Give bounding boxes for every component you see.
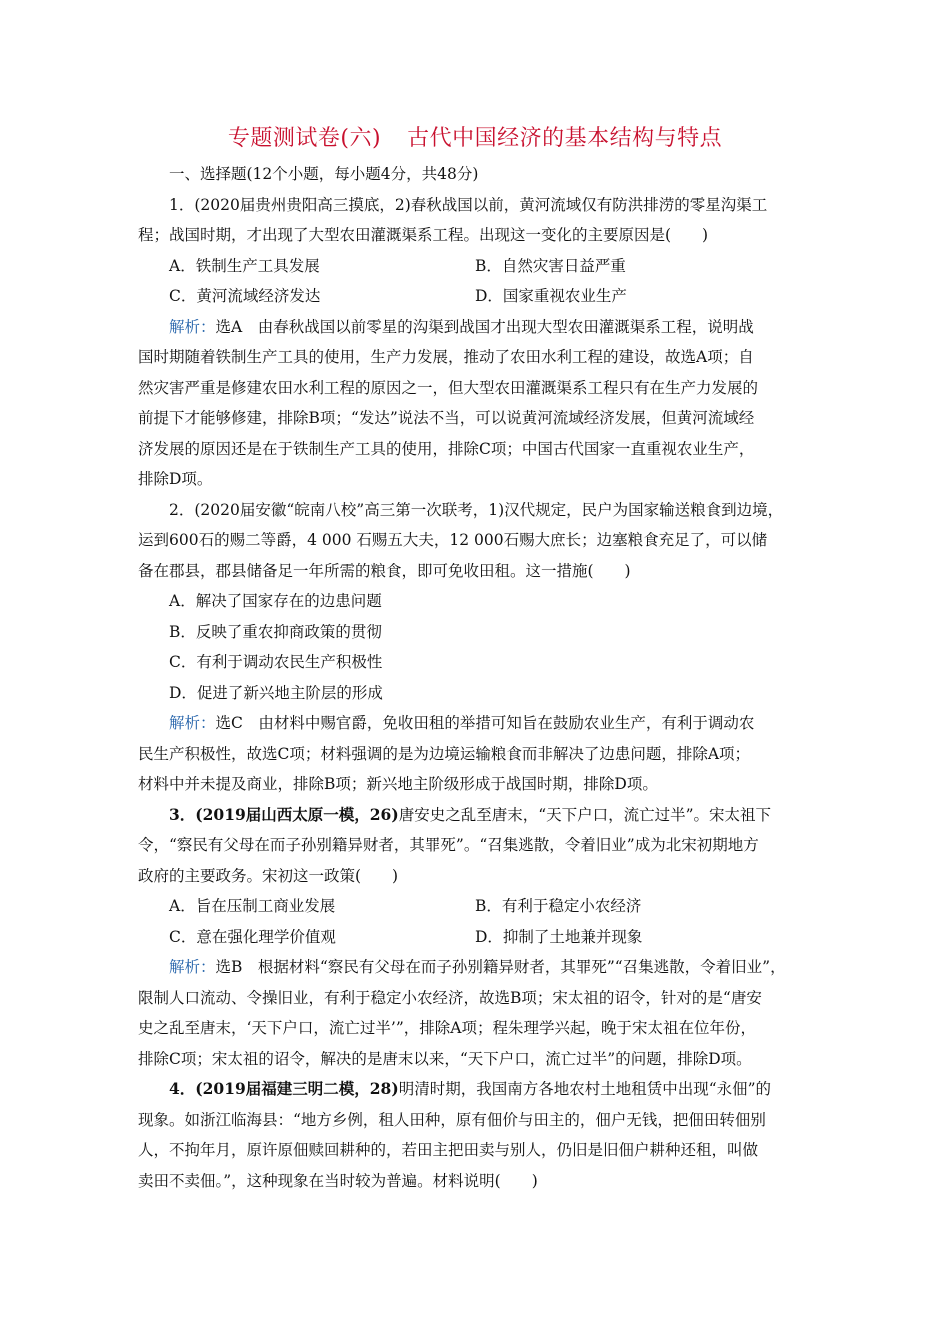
- option-c: C．意在强化理学价值观: [169, 927, 336, 946]
- question-3-line-3: 政府的主要政务。宋初这一政策( ): [138, 866, 399, 885]
- analysis-line: 材料中并未提及商业，排除B项；新兴地主阶级形成于战国时期，排除D项。: [138, 775, 658, 793]
- option-b: B．有利于稳定小农经济: [475, 897, 642, 915]
- option-b: B．自然灾害日益严重: [475, 256, 626, 275]
- analysis-line: 排除C项；宋太祖的诏令，解决的是唐末以来，“天下户口，流亡过半”的问题，排除D项。: [138, 1049, 752, 1068]
- question-4-line-2: 现象。如浙江临海县：“地方乡例，租人田种，原有佃价与田主的，佃户无钱，把佃田转佃别: [138, 1110, 766, 1129]
- question-1-line-2: 程；战国时期，才出现了大型农田灌溉渠系工程。出现这一变化的主要原因是( ): [138, 226, 709, 244]
- analysis-text: 选A 由春秋战国以前零星的沟渠到战国才出现大型农田灌溉渠系工程，说明战: [215, 317, 754, 336]
- question-4-line-4: 卖田不卖佃。”，这种现象在当时较为普遍。材料说明( ): [138, 1171, 538, 1190]
- analysis-line: 国时期随着铁制生产工具的使用，生产力发展，推动了农田水利工程的建设，故选A项；自: [138, 348, 754, 366]
- question-3-line-2: 令，“察民有父母在而子孙别籍异财者，其罪死”。“召集逃散，令着旧业”成为北宋初期地方: [138, 836, 759, 854]
- option-c: C．有利于调动农民生产积极性: [169, 653, 383, 671]
- question-2: [138, 495, 828, 800]
- question-3-option-row-2: [138, 922, 828, 953]
- option-a: A．旨在压制工商业发展: [169, 897, 336, 915]
- option-d: D．抑制了土地兼并现象: [475, 927, 643, 946]
- question-1-analysis: [138, 312, 828, 343]
- option-a: A．铁制生产工具发展: [169, 256, 320, 275]
- option-d: D．促进了新兴地主阶层的形成: [169, 683, 383, 702]
- analysis-line: 前提下才能够修建，排除B项；“发达”说法不当，可以说黄河流域经济发展，但黄河流域经: [138, 409, 755, 427]
- analysis-line: 然灾害严重是修建农田水利工程的原因之一，但大型农田灌溉渠系工程只有在生产力发展的: [138, 378, 759, 397]
- question-2-analysis: [138, 708, 828, 739]
- analysis-label: 解析：: [169, 714, 216, 732]
- question-3-analysis: [138, 952, 828, 983]
- analysis-label: 解析：: [169, 958, 216, 976]
- analysis-line: 排除D项。: [138, 470, 213, 488]
- option-b: B．反映了重农抑商政策的贯彻: [169, 622, 382, 641]
- analysis-text: 选C 由材料中赐官爵，免收田租的举措可知旨在鼓励农业生产，有利于调动农: [215, 714, 755, 732]
- option-a: A．解决了国家存在的边患问题: [169, 592, 382, 610]
- analysis-line: 民生产积极性，故选C项；材料强调的是为边境运输粮食而非解决了边患问题，排除A项；: [138, 744, 751, 763]
- title-part-2: 古代中国经济的基本结构与特点: [407, 126, 723, 151]
- question-4: [138, 1074, 828, 1196]
- title-part-1: 专题测试卷(六): [227, 126, 382, 151]
- question-3: [138, 800, 828, 1075]
- question-number: 3．: [169, 804, 196, 824]
- analysis-line: 史之乱至唐末，‘天下户口，流亡过半’”，排除A项；程朱理学兴起，晚于宋太祖在位年份，: [138, 1019, 756, 1037]
- question-1-option-row-1: [138, 251, 828, 282]
- question-2-line-2: 运到600石的赐二等爵，4 000 石赐五大夫，12 000石赐大庶长；边塞粮食充足了，可以储: [138, 531, 768, 549]
- question-source: (2019届福建三明二模，28): [195, 1079, 399, 1098]
- question-1-line-1: 1．(2020届贵州贵阳高三摸底，2)春秋战国以前，黄河流域仅有防洪排涝的零星沟渠工: [169, 195, 768, 214]
- section-header: 一、选择题(12个小题，每小题4分，共48分): [169, 165, 479, 183]
- question-source: (2019届山西太原一模，26): [195, 804, 399, 824]
- option-c: C．黄河流域经济发达: [169, 287, 321, 305]
- question-4-line-3: 人，不拘年月，原许原佃赎回耕种的，若田主把田卖与别人，仍旧是旧佃户耕种还租，叫做: [138, 1141, 759, 1159]
- question-3-line-1: [138, 800, 828, 831]
- question-2-line-3: 备在郡县，郡县储备足一年所需的粮食，即可免收田租。这一措施( ): [138, 561, 631, 580]
- analysis-line: 济发展的原因还是在于铁制生产工具的使用，排除C项；中国古代国家一直重视农业生产，: [138, 439, 755, 458]
- question-number: 4．: [169, 1079, 196, 1098]
- question-4-line-1: [138, 1074, 828, 1105]
- question-2-line-1: 2．(2020届安徽“皖南八校”高三第一次联考，1)汉代规定，民户为国家输送粮食到边境，: [169, 500, 784, 519]
- question-1-option-row-2: [138, 281, 828, 312]
- question-1: [138, 190, 828, 495]
- question-3-option-row-1: [138, 891, 828, 922]
- analysis-line: 限制人口流动、令操旧业，有利于稳定小农经济，故选B项；宋太祖的诏令，针对的是“唐安: [138, 988, 762, 1007]
- question-text: 唐安史之乱至唐末，“天下户口，流亡过半”。宋太祖下: [398, 805, 772, 824]
- analysis-text: 选B 根据材料“察民有父母在而子孙别籍异财者，其罪死”“召集逃散，令着旧业”，: [215, 958, 786, 976]
- question-text: 明清时期，我国南方各地农村土地租赁中出现“永佃”的: [398, 1080, 772, 1098]
- document-body: [138, 159, 828, 1196]
- page-title: [0, 121, 950, 152]
- analysis-label: 解析：: [169, 317, 216, 336]
- option-d: D．国家重视农业生产: [475, 287, 627, 305]
